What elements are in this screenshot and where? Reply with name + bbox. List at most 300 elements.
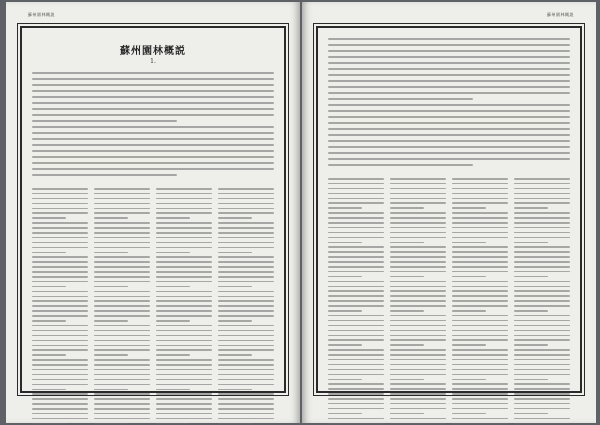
text-line xyxy=(156,300,212,302)
text-line xyxy=(390,286,446,288)
text-line xyxy=(218,198,274,200)
text-line xyxy=(452,354,508,356)
text-line xyxy=(32,198,88,200)
text-line xyxy=(514,393,570,395)
text-line xyxy=(452,266,508,268)
text-line xyxy=(32,384,88,386)
text-line xyxy=(156,198,212,200)
text-line xyxy=(94,384,150,386)
text-line xyxy=(328,222,384,224)
section-number: 1. xyxy=(150,58,156,65)
text-line xyxy=(218,359,274,361)
text-line xyxy=(514,188,570,190)
text-line xyxy=(328,198,384,200)
text-line xyxy=(32,227,88,229)
annotation-column xyxy=(328,178,384,425)
text-line xyxy=(32,364,88,366)
text-line xyxy=(390,193,446,195)
text-line xyxy=(328,310,362,312)
text-line xyxy=(328,128,570,130)
text-line xyxy=(328,344,362,346)
text-line xyxy=(218,222,274,224)
text-line xyxy=(32,174,177,176)
text-line xyxy=(452,188,508,190)
text-line xyxy=(156,266,212,268)
text-line xyxy=(156,208,212,210)
text-line xyxy=(94,208,150,210)
text-line xyxy=(390,295,446,297)
text-line xyxy=(218,242,274,244)
text-line xyxy=(390,290,446,292)
text-line xyxy=(452,320,508,322)
text-line xyxy=(94,335,150,337)
text-line xyxy=(328,68,570,70)
text-line xyxy=(156,222,212,224)
text-line xyxy=(452,183,508,185)
text-line xyxy=(156,393,212,395)
text-line xyxy=(218,320,252,322)
text-line xyxy=(390,217,446,219)
text-line xyxy=(156,413,212,415)
text-line xyxy=(452,418,508,420)
text-line xyxy=(94,212,150,214)
text-line xyxy=(218,261,274,263)
text-line xyxy=(452,246,508,248)
text-line xyxy=(32,389,66,391)
text-line xyxy=(218,418,274,420)
text-line xyxy=(32,126,274,128)
text-line xyxy=(452,310,486,312)
text-line xyxy=(218,325,274,327)
right-intro-text xyxy=(328,38,570,170)
text-line xyxy=(156,374,212,376)
text-line xyxy=(156,418,212,420)
text-line xyxy=(328,369,384,371)
text-line xyxy=(32,369,88,371)
text-line xyxy=(514,369,570,371)
text-line xyxy=(32,291,88,293)
text-line xyxy=(156,291,212,293)
text-line xyxy=(32,359,88,361)
text-line xyxy=(452,290,508,292)
text-line xyxy=(94,393,150,395)
text-line xyxy=(328,122,570,124)
text-line xyxy=(156,252,190,254)
text-line xyxy=(156,403,212,405)
text-line xyxy=(156,408,212,410)
left-page-number-mark: · xyxy=(153,401,154,405)
text-line xyxy=(94,227,150,229)
text-line xyxy=(328,423,384,425)
text-line xyxy=(328,315,384,317)
text-line xyxy=(514,198,570,200)
text-line xyxy=(328,38,570,40)
text-line xyxy=(218,335,274,337)
text-line xyxy=(94,198,150,200)
text-line xyxy=(218,393,274,395)
text-line xyxy=(514,423,570,425)
text-line xyxy=(514,325,570,327)
text-line xyxy=(452,374,508,376)
text-line xyxy=(390,251,446,253)
text-line xyxy=(218,330,274,332)
text-line xyxy=(328,140,570,142)
text-line xyxy=(390,393,446,395)
text-line xyxy=(514,242,548,244)
text-line xyxy=(94,354,128,356)
text-line xyxy=(328,251,384,253)
text-line xyxy=(514,379,548,381)
text-line xyxy=(156,315,212,317)
text-line xyxy=(514,418,570,420)
text-line xyxy=(94,349,150,351)
text-line xyxy=(32,413,88,415)
text-line xyxy=(32,247,88,249)
text-line xyxy=(218,281,274,283)
text-line xyxy=(390,305,446,307)
text-line xyxy=(218,413,274,415)
text-line xyxy=(32,217,66,219)
annotation-column xyxy=(514,178,570,425)
text-line xyxy=(218,276,274,278)
text-line xyxy=(328,305,384,307)
text-line xyxy=(32,335,88,337)
text-line xyxy=(514,276,548,278)
text-line xyxy=(390,359,446,361)
text-line xyxy=(452,369,508,371)
text-line xyxy=(328,325,384,327)
text-line xyxy=(94,398,150,400)
text-line xyxy=(94,345,150,347)
text-line xyxy=(452,227,508,229)
text-line xyxy=(32,325,88,327)
text-line xyxy=(32,222,88,224)
text-line xyxy=(32,276,88,278)
text-line xyxy=(156,325,212,327)
text-line xyxy=(218,345,274,347)
text-line xyxy=(328,152,570,154)
text-line xyxy=(156,354,190,356)
text-line xyxy=(514,237,570,239)
text-line xyxy=(514,281,570,283)
text-line xyxy=(156,423,190,425)
text-line xyxy=(452,271,508,273)
text-line xyxy=(390,344,424,346)
text-line xyxy=(328,398,384,400)
text-line xyxy=(452,398,508,400)
text-line xyxy=(390,315,446,317)
text-line xyxy=(218,217,252,219)
text-line xyxy=(32,72,274,74)
text-line xyxy=(514,227,570,229)
text-line xyxy=(32,144,274,146)
left-intro-text xyxy=(32,72,274,180)
text-line xyxy=(328,92,570,94)
text-line xyxy=(32,340,88,342)
text-line xyxy=(94,286,128,288)
text-line xyxy=(452,256,508,258)
text-line xyxy=(32,349,88,351)
text-line xyxy=(328,193,384,195)
text-line xyxy=(390,266,446,268)
text-line xyxy=(94,281,150,283)
text-line xyxy=(218,349,274,351)
text-line xyxy=(218,271,274,273)
text-line xyxy=(514,305,570,307)
text-line xyxy=(328,50,570,52)
text-line xyxy=(32,114,274,116)
text-line xyxy=(514,212,570,214)
text-line xyxy=(390,276,424,278)
text-line xyxy=(94,291,150,293)
text-line xyxy=(94,232,150,234)
text-line xyxy=(514,183,570,185)
text-line xyxy=(94,242,150,244)
text-line xyxy=(390,271,446,273)
text-line xyxy=(94,320,128,322)
text-line xyxy=(452,379,486,381)
text-line xyxy=(32,403,88,405)
text-line xyxy=(218,212,274,214)
text-line xyxy=(32,193,88,195)
text-line xyxy=(514,300,570,302)
text-line xyxy=(390,379,424,381)
text-line xyxy=(390,354,446,356)
text-line xyxy=(218,305,274,307)
text-line xyxy=(218,237,274,239)
text-line xyxy=(32,252,66,254)
right-running-header: 蘇州園林概説 xyxy=(547,12,574,17)
text-line xyxy=(156,193,212,195)
text-line xyxy=(390,198,446,200)
text-line xyxy=(32,345,88,347)
text-line xyxy=(328,237,384,239)
text-line xyxy=(156,369,212,371)
text-line xyxy=(156,212,212,214)
text-line xyxy=(328,379,362,381)
text-line xyxy=(94,340,150,342)
text-line xyxy=(328,212,384,214)
left-page-frame xyxy=(20,26,286,393)
text-line xyxy=(32,379,88,381)
text-line xyxy=(452,330,508,332)
text-line xyxy=(32,120,177,122)
text-line xyxy=(218,208,274,210)
text-line xyxy=(514,335,570,337)
text-line xyxy=(218,252,252,254)
text-line xyxy=(32,374,88,376)
text-line xyxy=(452,364,508,366)
text-line xyxy=(452,359,508,361)
text-line xyxy=(514,222,570,224)
text-line xyxy=(94,261,150,263)
text-line xyxy=(156,320,190,322)
text-line xyxy=(32,408,88,410)
text-line xyxy=(452,305,508,307)
text-line xyxy=(32,212,88,214)
text-line xyxy=(452,344,486,346)
text-line xyxy=(328,388,384,390)
text-line xyxy=(156,227,212,229)
text-line xyxy=(32,300,88,302)
text-line xyxy=(156,247,212,249)
text-line xyxy=(328,207,362,209)
text-line xyxy=(94,276,150,278)
text-line xyxy=(218,247,274,249)
text-line xyxy=(94,247,150,249)
text-line xyxy=(452,242,486,244)
annotation-column xyxy=(452,178,508,425)
text-line xyxy=(156,335,212,337)
text-line xyxy=(328,266,384,268)
text-line xyxy=(390,364,446,366)
text-line xyxy=(452,335,508,337)
text-line xyxy=(328,164,473,166)
text-line xyxy=(156,261,212,263)
text-line xyxy=(32,162,274,164)
text-line xyxy=(514,354,570,356)
text-line xyxy=(514,320,570,322)
text-line xyxy=(328,413,362,415)
text-line xyxy=(514,344,548,346)
text-line xyxy=(218,403,274,405)
text-line xyxy=(328,158,570,160)
text-line xyxy=(156,310,212,312)
text-line xyxy=(514,251,570,253)
text-line xyxy=(32,188,88,190)
text-line xyxy=(218,384,274,386)
text-line xyxy=(156,296,212,298)
text-line xyxy=(32,78,274,80)
text-line xyxy=(32,168,274,170)
text-line xyxy=(32,305,88,307)
text-line xyxy=(328,98,473,100)
text-line xyxy=(94,266,150,268)
text-line xyxy=(390,398,446,400)
text-line xyxy=(452,198,508,200)
text-line xyxy=(452,413,486,415)
text-line xyxy=(218,286,252,288)
text-line xyxy=(218,193,274,195)
text-line xyxy=(328,271,384,273)
text-line xyxy=(328,393,384,395)
text-line xyxy=(390,383,446,385)
text-line xyxy=(452,202,508,204)
text-line xyxy=(32,281,88,283)
text-line xyxy=(514,408,570,410)
text-line xyxy=(514,383,570,385)
text-line xyxy=(328,116,570,118)
text-line xyxy=(514,261,570,263)
text-line xyxy=(32,271,88,273)
text-line xyxy=(390,222,446,224)
text-line xyxy=(218,296,274,298)
text-line xyxy=(328,86,570,88)
text-line xyxy=(218,310,274,312)
text-line xyxy=(32,242,88,244)
text-line xyxy=(94,403,150,405)
text-line xyxy=(328,261,384,263)
text-line xyxy=(32,393,88,395)
text-line xyxy=(328,374,384,376)
text-line xyxy=(328,202,384,204)
text-line xyxy=(328,146,570,148)
text-line xyxy=(218,340,274,342)
chapter-title: 蘇州園林概説 xyxy=(120,46,186,57)
text-line xyxy=(156,345,212,347)
book-spread xyxy=(6,2,596,423)
text-line xyxy=(328,246,384,248)
text-line xyxy=(514,364,570,366)
text-line xyxy=(328,290,384,292)
text-line xyxy=(328,104,570,106)
right-page-number-mark: · xyxy=(449,401,450,405)
annotation-column xyxy=(218,188,274,425)
text-line xyxy=(32,423,66,425)
text-line xyxy=(156,364,212,366)
text-line xyxy=(390,227,446,229)
text-line xyxy=(32,237,88,239)
text-line xyxy=(452,315,508,317)
text-line xyxy=(328,276,362,278)
text-line xyxy=(514,374,570,376)
text-line xyxy=(328,335,384,337)
text-line xyxy=(32,398,88,400)
text-line xyxy=(32,256,88,258)
text-line xyxy=(390,320,446,322)
text-line xyxy=(514,339,570,341)
annotation-column xyxy=(94,188,150,425)
text-line xyxy=(94,296,150,298)
text-line xyxy=(32,330,88,332)
text-line xyxy=(452,276,486,278)
text-line xyxy=(32,286,66,288)
text-line xyxy=(94,252,128,254)
text-line xyxy=(452,383,508,385)
text-line xyxy=(94,305,150,307)
text-line xyxy=(390,300,446,302)
text-line xyxy=(218,188,274,190)
text-line xyxy=(328,178,384,180)
text-line xyxy=(94,217,128,219)
text-line xyxy=(328,286,384,288)
text-line xyxy=(390,246,446,248)
text-line xyxy=(390,261,446,263)
text-line xyxy=(32,310,88,312)
text-line xyxy=(390,310,424,312)
text-line xyxy=(452,217,508,219)
text-line xyxy=(32,84,274,86)
text-line xyxy=(94,374,150,376)
text-line xyxy=(218,369,274,371)
text-line xyxy=(328,339,384,341)
right-annotation-columns xyxy=(328,178,570,425)
text-line xyxy=(218,423,252,425)
text-line xyxy=(452,393,508,395)
text-line xyxy=(514,266,570,268)
text-line xyxy=(32,354,66,356)
text-line xyxy=(94,330,150,332)
text-line xyxy=(218,256,274,258)
text-line xyxy=(390,339,446,341)
text-line xyxy=(94,203,150,205)
text-line xyxy=(328,281,384,283)
text-line xyxy=(452,251,508,253)
text-line xyxy=(94,193,150,195)
text-line xyxy=(452,325,508,327)
text-line xyxy=(452,408,508,410)
text-line xyxy=(390,335,446,337)
